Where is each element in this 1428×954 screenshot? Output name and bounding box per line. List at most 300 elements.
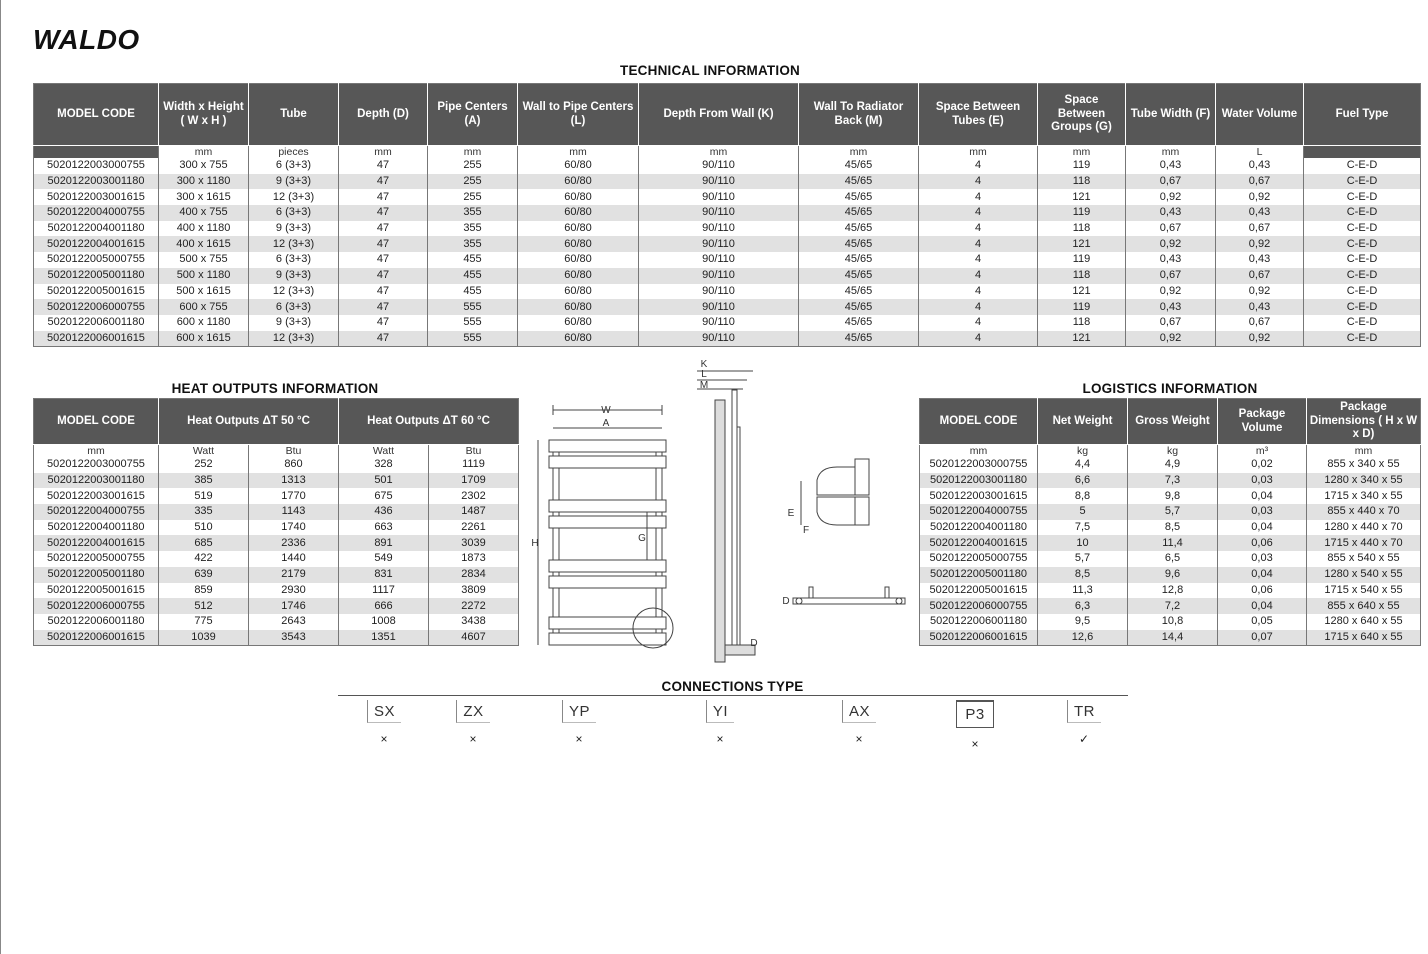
table-cell: 355 [428, 221, 518, 237]
table-cell: 8,5 [1128, 520, 1218, 536]
col-depth-from-wall: Depth From Wall (K) [639, 84, 799, 146]
table-cell: 0,43 [1216, 252, 1304, 268]
table-cell: 4 [919, 268, 1038, 284]
radiator-dimension-diagram [525, 355, 915, 675]
label-g: G [638, 533, 646, 544]
table-cell: 45/65 [799, 315, 919, 331]
table-cell: 60/80 [518, 284, 639, 300]
table-cell: 8,5 [1038, 567, 1128, 583]
table-row [34, 284, 1421, 300]
page-left-border [0, 0, 1, 954]
model-code-cell: 5020122004001615 [34, 535, 159, 551]
table-row [34, 174, 1421, 190]
table-cell: 10,8 [1128, 614, 1218, 630]
table-cell: 0,92 [1126, 236, 1216, 252]
table-cell: 0,92 [1126, 284, 1216, 300]
table-cell: 119 [1038, 299, 1126, 315]
table-row [920, 567, 1421, 583]
table-row [34, 535, 519, 551]
table-row [34, 252, 1421, 268]
table-row [34, 457, 519, 473]
table-cell: 2179 [249, 567, 339, 583]
heat-outputs-title: HEAT OUTPUTS INFORMATION [171, 381, 379, 396]
model-code-cell: 5020122006000755 [34, 598, 159, 614]
table-row [920, 473, 1421, 489]
col-heat-output-50: Heat Outputs ΔT 50 °C [159, 399, 339, 445]
table-cell: 0,05 [1218, 614, 1307, 630]
table-cell: 2336 [249, 535, 339, 551]
table-cell: 600 x 755 [159, 299, 249, 315]
table-cell: 5,7 [1038, 551, 1128, 567]
table-cell: 45/65 [799, 174, 919, 190]
table-cell: C-E-D [1304, 252, 1421, 268]
table-cell: C-E-D [1304, 284, 1421, 300]
table-cell: 119 [1038, 205, 1126, 221]
col-model-code: MODEL CODE [920, 399, 1038, 445]
table-cell: 60/80 [518, 189, 639, 205]
table-cell: 121 [1038, 236, 1126, 252]
table-cell: 685 [159, 535, 249, 551]
connection-label: AX [842, 700, 876, 723]
table-cell: 2930 [249, 583, 339, 599]
model-code-cell: 5020122004000755 [34, 504, 159, 520]
model-code-cell: 5020122006001615 [34, 630, 159, 646]
model-code-cell: 5020122005001615 [34, 284, 159, 300]
table-cell: 0,67 [1216, 174, 1304, 190]
unit-cell: mm [34, 445, 159, 458]
table-cell: 3543 [249, 630, 339, 646]
table-cell: 663 [339, 520, 429, 536]
label-a: A [602, 418, 610, 429]
table-cell: 12 (3+3) [249, 284, 339, 300]
table-cell: 335 [159, 504, 249, 520]
table-cell: 2302 [429, 488, 519, 504]
table-row [920, 504, 1421, 520]
unit-cell: Btu [429, 445, 519, 458]
connection-label: YI [706, 700, 734, 723]
table-cell: 1143 [249, 504, 339, 520]
model-code-cell: 5020122006000755 [920, 598, 1038, 614]
logistics-title: LOGISTICS INFORMATION [1082, 381, 1258, 396]
table-row [34, 504, 519, 520]
table-cell: 1313 [249, 473, 339, 489]
table-cell: 45/65 [799, 284, 919, 300]
table-cell: 60/80 [518, 252, 639, 268]
model-code-cell: 5020122004000755 [920, 504, 1038, 520]
model-code-cell: 5020122003001180 [920, 473, 1038, 489]
heat-outputs-table [33, 398, 519, 646]
table-cell: 6,5 [1128, 551, 1218, 567]
table-cell: 90/110 [639, 221, 799, 237]
table-cell: 855 x 640 x 55 [1307, 598, 1421, 614]
table-cell: 436 [339, 504, 429, 520]
table-cell: 11,4 [1128, 535, 1218, 551]
table-cell: 855 x 440 x 70 [1307, 504, 1421, 520]
table-cell: 45/65 [799, 221, 919, 237]
label-d: D [750, 638, 758, 649]
model-code-cell: 5020122005001180 [920, 567, 1038, 583]
table-cell: 90/110 [639, 299, 799, 315]
table-cell: 0,67 [1126, 315, 1216, 331]
label-e: E [787, 508, 795, 519]
table-cell: 3039 [429, 535, 519, 551]
table-cell: 666 [339, 598, 429, 614]
unit-cell: m³ [1218, 445, 1307, 458]
table-row [34, 236, 1421, 252]
table-cell: C-E-D [1304, 315, 1421, 331]
table-cell: 90/110 [639, 236, 799, 252]
col-tube-width: Tube Width (F) [1126, 84, 1216, 146]
table-cell: C-E-D [1304, 299, 1421, 315]
table-row [34, 221, 1421, 237]
table-cell: 255 [428, 158, 518, 174]
table-cell: 0,92 [1216, 189, 1304, 205]
table-cell: 1715 x 340 x 55 [1307, 488, 1421, 504]
col-depth: Depth (D) [339, 84, 428, 146]
table-cell: 555 [428, 331, 518, 347]
table-row [920, 488, 1421, 504]
table-cell: 121 [1038, 284, 1126, 300]
table-cell: 45/65 [799, 252, 919, 268]
connection-p3 [945, 700, 1005, 751]
table-cell: 512 [159, 598, 249, 614]
unit-cell: mm [1038, 146, 1126, 159]
technical-info-table [33, 83, 1421, 347]
col-space-tubes: Space Between Tubes (E) [919, 84, 1038, 146]
table-cell: 47 [339, 252, 428, 268]
table-cell: 60/80 [518, 268, 639, 284]
model-code-cell: 5020122004001615 [34, 236, 159, 252]
table-cell: 300 x 1615 [159, 189, 249, 205]
table-row [34, 299, 1421, 315]
table-cell: 1039 [159, 630, 249, 646]
table-cell: 7,2 [1128, 598, 1218, 614]
table-cell: 500 x 1180 [159, 268, 249, 284]
connection-sx [354, 700, 414, 746]
col-tube: Tube [249, 84, 339, 146]
table-cell: 118 [1038, 268, 1126, 284]
connections-divider [338, 695, 1128, 696]
table-cell: C-E-D [1304, 236, 1421, 252]
table-cell: C-E-D [1304, 221, 1421, 237]
unit-cell: mm [428, 146, 518, 159]
table-cell: 12 (3+3) [249, 331, 339, 347]
table-cell: 12,8 [1128, 583, 1218, 599]
model-code-cell: 5020122006001180 [34, 315, 159, 331]
table-cell: 90/110 [639, 252, 799, 268]
table-row [920, 457, 1421, 473]
table-cell: 4 [919, 158, 1038, 174]
table-cell: 385 [159, 473, 249, 489]
table-cell: 60/80 [518, 205, 639, 221]
unit-cell [1304, 146, 1421, 159]
col-space-groups: Space Between Groups (G) [1038, 84, 1126, 146]
table-cell: 1008 [339, 614, 429, 630]
table-cell: 255 [428, 174, 518, 190]
table-cell: 0,67 [1126, 268, 1216, 284]
table-cell: 400 x 755 [159, 205, 249, 221]
table-cell: 90/110 [639, 158, 799, 174]
table-cell: 1715 x 640 x 55 [1307, 630, 1421, 646]
table-cell: 500 x 755 [159, 252, 249, 268]
table-cell: 252 [159, 457, 249, 473]
table-row [920, 583, 1421, 599]
table-cell: 0,06 [1218, 535, 1307, 551]
table-cell: 0,67 [1126, 174, 1216, 190]
table-row [34, 268, 1421, 284]
table-cell: 455 [428, 268, 518, 284]
table-cell: 0,04 [1218, 520, 1307, 536]
unit-cell: mm [1307, 445, 1421, 458]
table-cell: 1709 [429, 473, 519, 489]
table-cell: 510 [159, 520, 249, 536]
unit-cell: Watt [339, 445, 429, 458]
table-cell: 0,43 [1126, 299, 1216, 315]
label-d-top: D [782, 596, 790, 607]
table-cell: 0,02 [1218, 457, 1307, 473]
table-cell: 600 x 1180 [159, 315, 249, 331]
table-cell: 355 [428, 205, 518, 221]
table-cell: 400 x 1615 [159, 236, 249, 252]
table-cell: 60/80 [518, 174, 639, 190]
table-cell: 60/80 [518, 221, 639, 237]
table-row [34, 614, 519, 630]
table-cell: 90/110 [639, 331, 799, 347]
table-cell: 6 (3+3) [249, 158, 339, 174]
col-net-weight: Net Weight [1038, 399, 1128, 445]
table-cell: 2272 [429, 598, 519, 614]
table-row [34, 520, 519, 536]
product-title: WALDO [33, 24, 140, 55]
model-code-cell: 5020122003001615 [34, 189, 159, 205]
model-code-cell: 5020122006000755 [34, 299, 159, 315]
unit-cell: L [1216, 146, 1304, 159]
col-pipe-centers: Pipe Centers (A) [428, 84, 518, 146]
table-cell: 0,43 [1216, 299, 1304, 315]
table-cell: 775 [159, 614, 249, 630]
model-code-cell: 5020122005001615 [34, 583, 159, 599]
table-row [920, 614, 1421, 630]
table-cell: 639 [159, 567, 249, 583]
table-cell: 255 [428, 189, 518, 205]
table-row [920, 551, 1421, 567]
table-cell: 675 [339, 488, 429, 504]
model-code-cell: 5020122005000755 [920, 551, 1038, 567]
table-cell: 9,6 [1128, 567, 1218, 583]
table-cell: 12 (3+3) [249, 236, 339, 252]
table-cell: 0,43 [1216, 205, 1304, 221]
table-cell: 859 [159, 583, 249, 599]
table-cell: 4 [919, 236, 1038, 252]
table-cell: 0,03 [1218, 551, 1307, 567]
col-package-dimensions: Package Dimensions ( H x W x D) [1307, 399, 1421, 445]
table-cell: 47 [339, 299, 428, 315]
table-cell: 4 [919, 315, 1038, 331]
label-f: F [802, 525, 810, 536]
table-cell: 1440 [249, 551, 339, 567]
table-cell: 45/65 [799, 331, 919, 347]
model-code-cell: 5020122004000755 [34, 205, 159, 221]
unit-cell: kg [1038, 445, 1128, 458]
connection-mark: × [469, 732, 477, 746]
table-cell: 0,43 [1126, 252, 1216, 268]
table-cell: 4607 [429, 630, 519, 646]
table-cell: 2261 [429, 520, 519, 536]
table-cell: 4,9 [1128, 457, 1218, 473]
connection-mark: × [575, 732, 583, 746]
table-cell: 831 [339, 567, 429, 583]
table-cell: 12 (3+3) [249, 189, 339, 205]
table-cell: 5 [1038, 504, 1128, 520]
table-cell: 118 [1038, 174, 1126, 190]
table-row [34, 189, 1421, 205]
unit-cell: mm [518, 146, 639, 159]
table-cell: 47 [339, 174, 428, 190]
model-code-cell: 5020122003000755 [920, 457, 1038, 473]
model-code-cell: 5020122004001180 [34, 520, 159, 536]
table-cell: C-E-D [1304, 205, 1421, 221]
table-cell: 600 x 1615 [159, 331, 249, 347]
connection-label: P3 [956, 700, 993, 728]
table-cell: 6 (3+3) [249, 252, 339, 268]
label-w: W [601, 405, 611, 416]
table-row [34, 488, 519, 504]
table-row [920, 630, 1421, 646]
model-code-cell: 5020122003000755 [34, 158, 159, 174]
table-cell: 455 [428, 252, 518, 268]
table-cell: 8,8 [1038, 488, 1128, 504]
table-cell: 422 [159, 551, 249, 567]
table-cell: 45/65 [799, 236, 919, 252]
table-cell: 0,92 [1216, 284, 1304, 300]
col-fuel-type: Fuel Type [1304, 84, 1421, 146]
table-cell: 47 [339, 158, 428, 174]
label-l: L [701, 369, 707, 380]
table-cell: 12,6 [1038, 630, 1128, 646]
table-cell: 10 [1038, 535, 1128, 551]
table-cell: 0,67 [1216, 268, 1304, 284]
table-cell: 0,92 [1126, 189, 1216, 205]
table-cell: C-E-D [1304, 174, 1421, 190]
model-code-cell: 5020122003001180 [34, 473, 159, 489]
connection-ax [829, 700, 889, 746]
table-cell: 119 [1038, 158, 1126, 174]
table-cell: 1280 x 340 x 55 [1307, 473, 1421, 489]
table-row [920, 535, 1421, 551]
table-cell: 891 [339, 535, 429, 551]
unit-cell [34, 146, 159, 159]
table-cell: 0,43 [1126, 158, 1216, 174]
table-cell: 1715 x 440 x 70 [1307, 535, 1421, 551]
table-cell: 1280 x 640 x 55 [1307, 614, 1421, 630]
table-cell: 60/80 [518, 299, 639, 315]
col-wall-to-pipe: Wall to Pipe Centers (L) [518, 84, 639, 146]
col-wall-to-back: Wall To Radiator Back (M) [799, 84, 919, 146]
connection-mark: × [716, 732, 724, 746]
table-cell: 0,04 [1218, 567, 1307, 583]
connection-tr [1054, 700, 1114, 746]
table-cell: 2643 [249, 614, 339, 630]
table-cell: 4 [919, 189, 1038, 205]
table-cell: 1746 [249, 598, 339, 614]
table-cell: 6,6 [1038, 473, 1128, 489]
table-cell: 9 (3+3) [249, 174, 339, 190]
table-cell: 7,3 [1128, 473, 1218, 489]
table-cell: 90/110 [639, 174, 799, 190]
table-cell: 9 (3+3) [249, 268, 339, 284]
unit-cell: kg [1128, 445, 1218, 458]
table-cell: 7,5 [1038, 520, 1128, 536]
tube-profile-detail [801, 459, 869, 525]
table-cell: 4 [919, 284, 1038, 300]
model-code-cell: 5020122004001180 [34, 221, 159, 237]
table-cell: 90/110 [639, 284, 799, 300]
table-cell: 555 [428, 315, 518, 331]
technical-info-title: TECHNICAL INFORMATION [620, 63, 800, 78]
table-cell: 4 [919, 331, 1038, 347]
table-cell: 47 [339, 315, 428, 331]
table-cell: 45/65 [799, 158, 919, 174]
table-cell: 45/65 [799, 189, 919, 205]
table-cell: 3438 [429, 614, 519, 630]
model-code-cell: 5020122004001615 [920, 535, 1038, 551]
model-code-cell: 5020122003001615 [920, 488, 1038, 504]
table-row [34, 583, 519, 599]
side-view-drawing [697, 371, 758, 662]
table-cell: C-E-D [1304, 331, 1421, 347]
table-cell: 1351 [339, 630, 429, 646]
table-row [34, 158, 1421, 174]
table-row [34, 598, 519, 614]
table-cell: 0,07 [1218, 630, 1307, 646]
table-cell: 0,43 [1216, 158, 1304, 174]
table-row [920, 520, 1421, 536]
connection-mark: × [855, 732, 863, 746]
table-cell: 5,7 [1128, 504, 1218, 520]
table-cell: 400 x 1180 [159, 221, 249, 237]
col-model-code: MODEL CODE [34, 399, 159, 445]
unit-cell: mm [919, 146, 1038, 159]
table-cell: 47 [339, 331, 428, 347]
table-cell: 60/80 [518, 236, 639, 252]
table-cell: 0,06 [1218, 583, 1307, 599]
col-package-volume: Package Volume [1218, 399, 1307, 445]
table-cell: 501 [339, 473, 429, 489]
label-k: K [700, 359, 708, 370]
model-code-cell: 5020122003001615 [34, 488, 159, 504]
table-cell: 45/65 [799, 268, 919, 284]
table-cell: 3809 [429, 583, 519, 599]
table-cell: 11,3 [1038, 583, 1128, 599]
table-cell: 9 (3+3) [249, 221, 339, 237]
unit-cell: mm [799, 146, 919, 159]
table-cell: 855 x 340 x 55 [1307, 457, 1421, 473]
col-model-code: MODEL CODE [34, 84, 159, 146]
table-cell: 1280 x 540 x 55 [1307, 567, 1421, 583]
table-cell: 118 [1038, 221, 1126, 237]
connection-yp [549, 700, 609, 746]
col-water-volume: Water Volume [1216, 84, 1304, 146]
table-cell: C-E-D [1304, 189, 1421, 205]
table-cell: 90/110 [639, 189, 799, 205]
model-code-cell: 5020122005000755 [34, 551, 159, 567]
label-m: M [699, 380, 709, 391]
model-code-cell: 5020122003001180 [34, 174, 159, 190]
table-cell: 6 (3+3) [249, 205, 339, 221]
table-cell: 47 [339, 189, 428, 205]
table-row [34, 567, 519, 583]
table-cell: 555 [428, 299, 518, 315]
